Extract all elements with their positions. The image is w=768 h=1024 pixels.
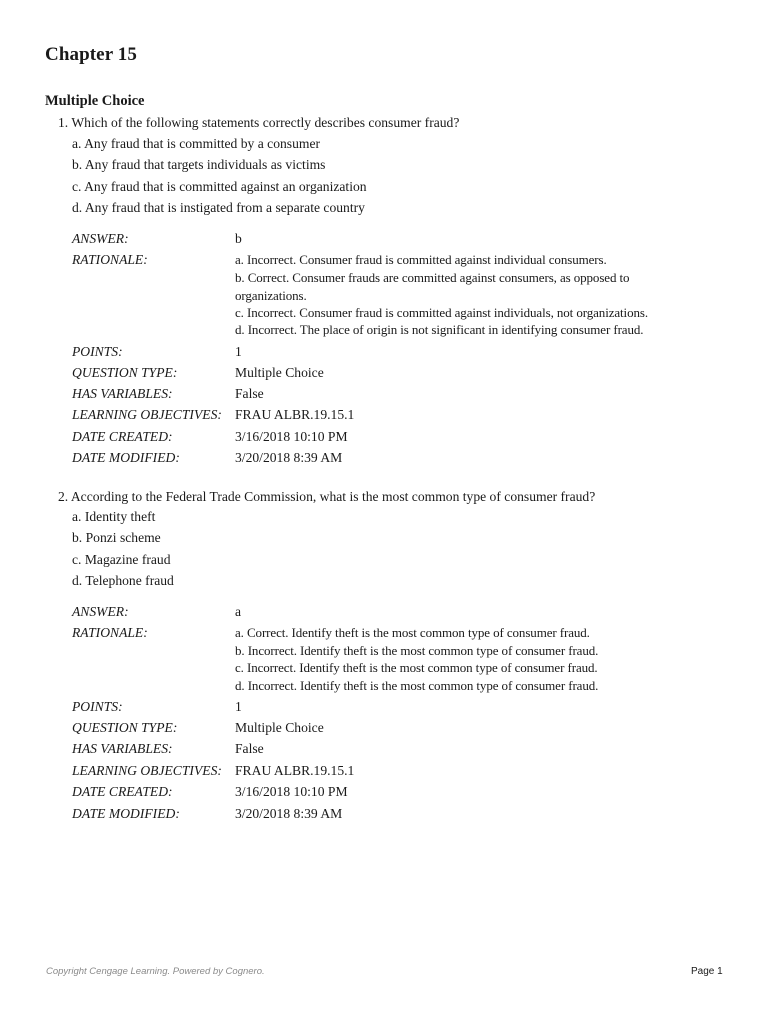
page-number: Page 1 (691, 966, 723, 977)
answer-option: a. Any fraud that is committed by a consumer (72, 136, 321, 151)
date-modified-label: DATE MODIFIED: (72, 806, 180, 821)
rationale-line: organizations. (235, 288, 307, 303)
answer-option: c. Magazine fraud (72, 552, 171, 567)
has-variables-label: HAS VARIABLES: (72, 741, 173, 756)
answer-option: a. Identity theft (72, 509, 156, 524)
chapter-title: Chapter 15 (45, 44, 137, 65)
rationale-line: b. Correct. Consumer frauds are committed against consumers, as opposed to (235, 270, 630, 285)
rationale-line: a. Correct. Identify theft is the most common type of consumer fraud. (235, 625, 590, 640)
answer-option: b. Ponzi scheme (72, 530, 161, 545)
answer-label: ANSWER: (72, 231, 129, 246)
learning-objectives-label: LEARNING OBJECTIVES: (72, 763, 222, 778)
answer-option: d. Any fraud that is instigated from a separate country (72, 200, 365, 215)
date-modified-value: 3/20/2018 8:39 AM (235, 450, 343, 465)
section-title: Multiple Choice (45, 93, 145, 109)
date-created-value: 3/16/2018 10:10 PM (235, 784, 348, 799)
answer-option: d. Telephone fraud (72, 573, 174, 588)
date-modified-label: DATE MODIFIED: (72, 450, 180, 465)
rationale-line: c. Incorrect. Consumer fraud is committed against individuals, not organizations. (235, 305, 648, 320)
rationale-line: b. Incorrect. Identify theft is the most common type of consumer fraud. (235, 643, 599, 658)
rationale-label: RATIONALE: (72, 625, 148, 640)
points-label: POINTS: (72, 699, 123, 714)
points-value: 1 (235, 699, 242, 714)
rationale-line: c. Incorrect. Identify theft is the most common type of consumer fraud. (235, 660, 598, 675)
answer-label: ANSWER: (72, 604, 129, 619)
date-created-label: DATE CREATED: (72, 784, 173, 799)
learning-objectives-value: FRAU ALBR.19.15.1 (235, 407, 355, 422)
answer-option: c. Any fraud that is committed against an organization (72, 179, 367, 194)
has-variables-value: False (235, 741, 264, 756)
rationale-line: d. Incorrect. The place of origin is not significant in identifying consumer fraud. (235, 322, 644, 337)
date-created-value: 3/16/2018 10:10 PM (235, 429, 348, 444)
has-variables-label: HAS VARIABLES: (72, 386, 173, 401)
date-created-label: DATE CREATED: (72, 429, 173, 444)
learning-objectives-value: FRAU ALBR.19.15.1 (235, 763, 355, 778)
rationale-line: d. Incorrect. Identify theft is the most common type of consumer fraud. (235, 678, 599, 693)
question-type-label: QUESTION TYPE: (72, 365, 178, 380)
copyright-notice: Copyright Cengage Learning. Powered by Cognero. (46, 966, 265, 977)
rationale-label: RATIONALE: (72, 252, 148, 267)
question-type-value: Multiple Choice (235, 720, 324, 735)
question-type-label: QUESTION TYPE: (72, 720, 178, 735)
rationale-line: a. Incorrect. Consumer fraud is committed against individual consumers. (235, 252, 607, 267)
answer-option: b. Any fraud that targets individuals as victims (72, 157, 326, 172)
question-type-value: Multiple Choice (235, 365, 324, 380)
answer-value: a (235, 604, 242, 619)
learning-objectives-label: LEARNING OBJECTIVES: (72, 407, 222, 422)
points-label: POINTS: (72, 344, 123, 359)
date-modified-value: 3/20/2018 8:39 AM (235, 806, 343, 821)
points-value: 1 (235, 344, 242, 359)
has-variables-value: False (235, 386, 264, 401)
question-stem: 1. Which of the following statements correctly describes consumer fraud? (58, 115, 460, 130)
question-stem: 2. According to the Federal Trade Commission, what is the most common type of consumer fraud? (58, 489, 596, 504)
answer-value: b (235, 231, 242, 246)
